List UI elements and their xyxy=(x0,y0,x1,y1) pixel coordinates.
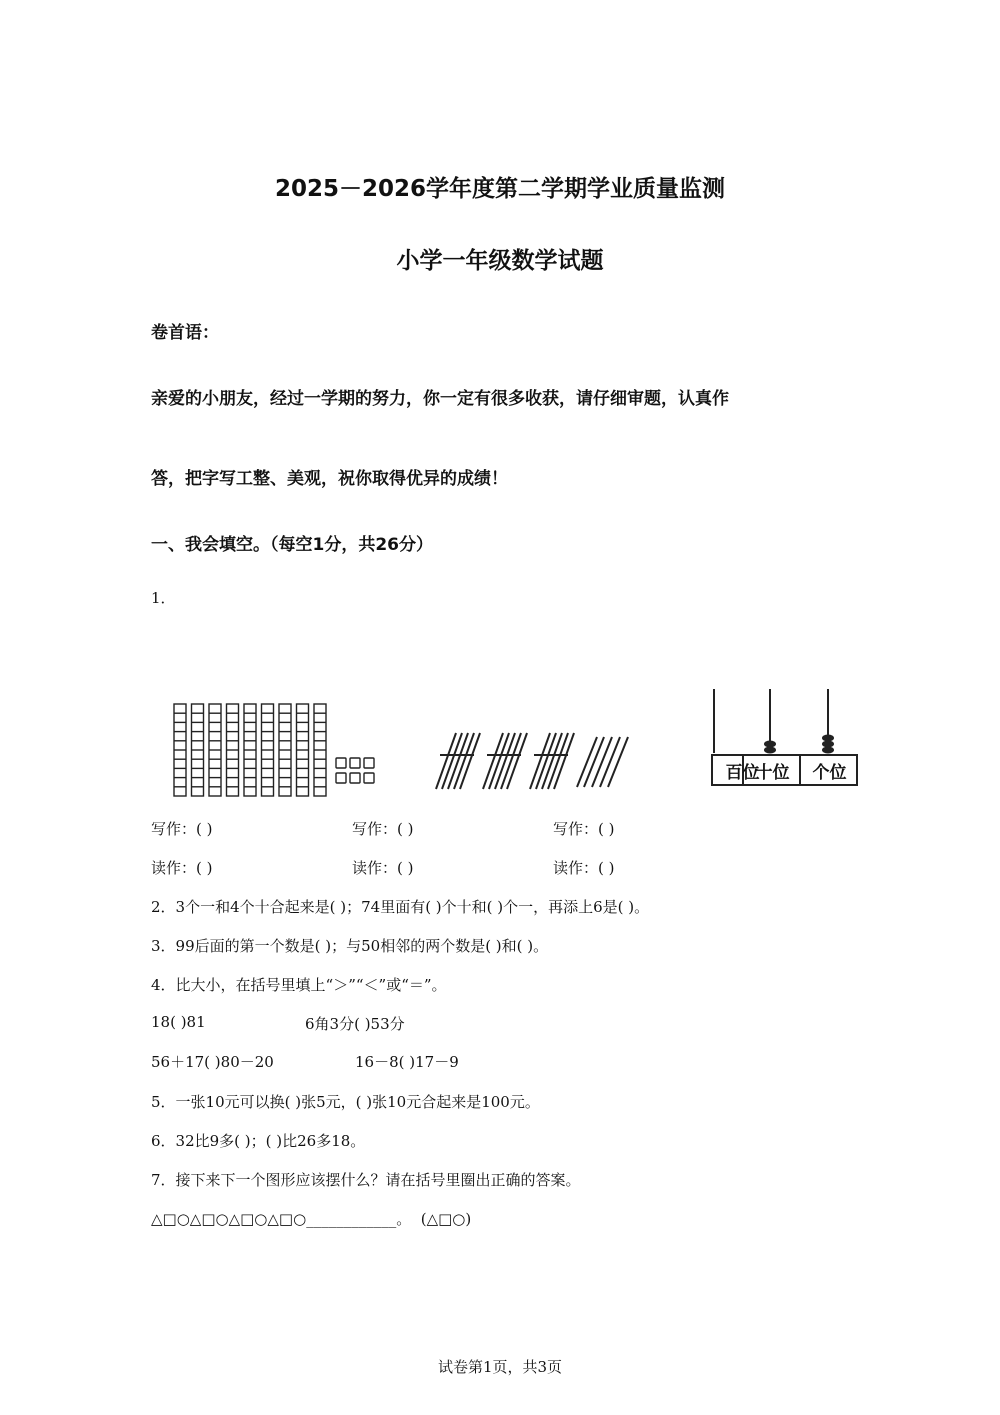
question-4: 4．比大小，在括号里填上“＞”“＜”或“＝”。 xyxy=(151,976,447,994)
question-1-number: 1． xyxy=(151,589,176,607)
question-4a: 18( )81 xyxy=(151,1013,206,1031)
shape-options[interactable]: (△□○) xyxy=(420,1210,472,1228)
write-blank-3[interactable]: 写作：( ) xyxy=(553,820,615,838)
question-2: 2．3个一和4个十合起来是( )；74里面有( )个十和( )个一，再添上6是( )。 xyxy=(151,898,650,916)
question-6: 6．32比9多( )；( )比26多18。 xyxy=(151,1132,366,1150)
intro-line-1: 亲爱的小朋友，经过一学期的努力，你一定有很多收获，请仔细审题，认真作 xyxy=(151,389,729,409)
question-3: 3．99后面的第一个数是( )；与50相邻的两个数是( )和( )。 xyxy=(151,937,549,955)
question-4c: 56＋17( )80－20 xyxy=(151,1053,274,1071)
read-blank-1[interactable]: 读作：( ) xyxy=(151,859,213,877)
read-blank-2[interactable]: 读作：( ) xyxy=(352,859,414,877)
question-7: 7．接下来下一个图形应该摆什么？请在括号里圈出正确的答案。 xyxy=(151,1171,581,1189)
section-heading: 一、我会填空。（每空1分，共26分） xyxy=(151,535,433,555)
exam-title: 2025－2026学年度第二学期学业质量监测 xyxy=(274,176,726,202)
write-blank-1[interactable]: 写作：( ) xyxy=(151,820,213,838)
question-7-answer-line xyxy=(151,1208,471,1229)
write-blank-2[interactable]: 写作：( ) xyxy=(352,820,414,838)
abacus-label-hundreds: 百位 xyxy=(725,763,760,783)
question-4d: 16－8( )17－9 xyxy=(355,1053,459,1071)
answer-blank[interactable]: ____________。 xyxy=(306,1210,412,1228)
page-footer: 试卷第1页，共3页 xyxy=(437,1358,563,1376)
counting-blocks-figure xyxy=(170,700,385,800)
intro-label: 卷首语： xyxy=(151,323,219,343)
abacus-label-tens: 十位 xyxy=(755,763,790,783)
question-5: 5．一张10元可以换( )张5元，( )张10元合起来是100元。 xyxy=(151,1093,540,1111)
shape-sequence: △□○△□○△□○△□○ xyxy=(151,1210,307,1228)
stick-bundles-figure xyxy=(432,725,632,795)
exam-subtitle: 小学一年级数学试题 xyxy=(396,248,604,274)
abacus-label-ones: 个位 xyxy=(812,763,847,783)
read-blank-3[interactable]: 读作：( ) xyxy=(553,859,615,877)
intro-line-2: 答，把字写工整、美观，祝你取得优异的成绩！ xyxy=(151,469,508,489)
question-4b: 6角3分( )53分 xyxy=(305,1015,405,1033)
